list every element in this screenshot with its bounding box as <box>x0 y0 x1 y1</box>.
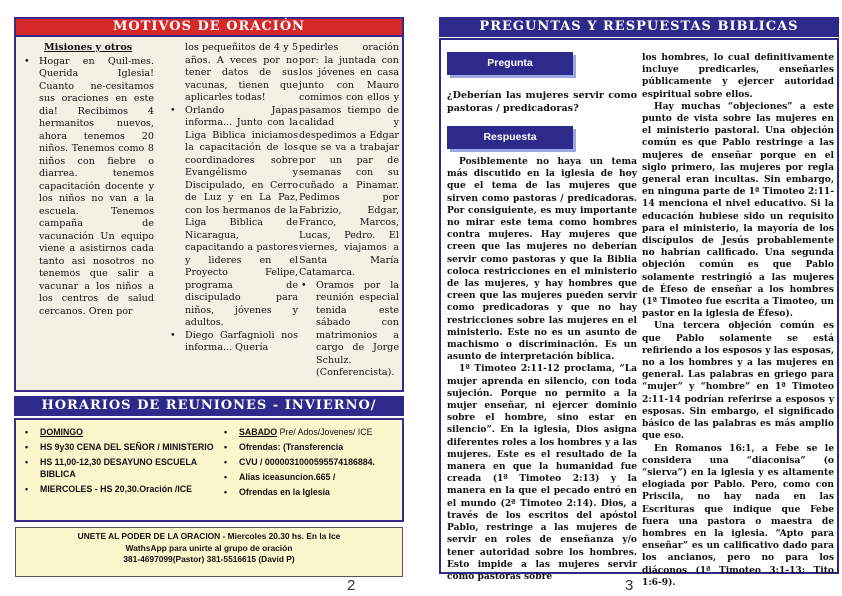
motivos-title: MOTIVOS DE ORACIÓN <box>14 17 404 37</box>
horarios-box <box>14 418 404 522</box>
respuesta-label: Respuesta <box>447 126 573 149</box>
prayer-item-reunion: • Oramos por la reunión especial tenida este sábado con matrimonios a cargo de Jorge Schulz. (Conferencista). <box>299 280 399 380</box>
prayer-item-continued-2: pedirles oración por: la juntada con los jóvenes en casa junto con Mauro comimos con ellos y pasamos tiempo de calidad y despedimos a Edgar que se va a trabajar por un par de semanas con su cuñado a Pinamar. Pedimos por Fabrizio, Edgar, Franco, Marcos, Lucas, Pedro. El viernes, viajamos a Santa María Catamarca. <box>299 42 399 278</box>
respuesta-paragraph: Posiblemente no haya un tema más discutido en la iglesia de hoy que el tema de las mujeres que sirven como pastoras / predicadoras. Por consiguiente, es muy importante no mirar este tema como hombres contra mujeres. Hay mujeres que creen que las mujeres no deberían servir como pastoras y que la Biblia coloca restricciones en el ministerio de las mujeres, y hay hombres que creen que las mujeres pueden servir como predicadoras y que no hay restricciones sobre las mujeres en el ministerio. Este no es un asunto de machismo o discriminación. Es un asunto de interpretación bíblica. <box>447 156 637 363</box>
page-number-3: 3 <box>625 577 634 594</box>
horarios-column-1 <box>22 426 218 498</box>
respuesta-paragraph: Una tercera objeción común es que Pablo solamente se está refiriendo a los esposos y las esposas, no a los hombres y a las mujeres en general. Las palabras en griego para “mujer” y “hombre” en 1ª Timoteo 2:11-14 podrían referirse a esposos y esposas. Sin embargo, el significado básico de las palabras es más amplio que eso. <box>642 320 834 442</box>
alias-item: • Alias iceasuncion.665 / <box>221 471 403 483</box>
motivos-column-3 <box>299 42 399 380</box>
domingo-label: DOMINGO <box>40 427 84 437</box>
qa-box <box>439 38 839 588</box>
respuesta-column-right <box>642 52 834 589</box>
preguntas-title: PREGUNTAS Y RESPUESTAS BIBLICAS <box>439 17 839 37</box>
pregunta-label: Pregunta <box>447 52 573 75</box>
respuesta-column-left <box>447 156 637 583</box>
ofrenda-item: • Ofrendas: (Transferencia <box>221 441 403 453</box>
horarios-title: HORARIOS DE REUNIONES - INVIERNO/ <box>14 396 404 416</box>
unete-line: 381-4697099(Pastor) 381-5516615 (David P) <box>123 554 295 564</box>
prayer-item-orlando: • Orlando Japas informa... Junto con la Liga Biblica iniciamos la capacitación de los coordinadores sobre Evangélismo y Discipulado, en Cerro de Luz y en La Paz, con los hermanos de la Liga Biblica de Nicaragua, capacitando a pastores y lideres en el Proyecto Felipe, programa de discipulado para niños, jóvenes y adultos. <box>168 105 298 330</box>
ofrenda-iglesia-item: • Ofrendas en la Iglesia <box>221 486 403 498</box>
misiones-heading: Misiones y otros <box>44 42 133 53</box>
prayer-item-hogar: • Hogar en Quil-mes. Querida Iglesia! Cuanto ne-cesitamos sus oraciones en este dia! Recibimos 4 hermanitos nuevos, ahora tenemos 20 niños. Tenemos como 8 niños con fiebre o diarrea. tenemos capacitación docente y los niños no van a la escuela. Tenemos campaña de vacunación Un equipo viene a asistirnos cada tanto asi nosotros no tenemos que salir a vacunar a los niños a los centros de salud cercanos. Oren por <box>22 56 154 319</box>
horario-item: • HS 11,00-12,30 DESAYUNO ESCUELA BIBLICA <box>22 456 218 480</box>
respuesta-paragraph: los hombres, lo cual definitivamente incluye predicarles, enseñarles públicamente y ejercer autoridad espiritual sobre ellos. <box>642 52 834 100</box>
respuesta-paragraph: 1ª Timoteo 2:11-12 proclama, “La mujer aprenda en silencio, con toda sujeción. Porque no permito a la mujer enseñar, ni ejercer dominio sobre el hombre, sino estar en silencio”. En la iglesia, Dios asigna diferentes roles a los hombres y a las mujeres. Este es el resultado de la manera en que la humanidad fue creada (1ª Timoteo 2:13) y la manera en la que el pecado entró en el mundo (2ª Timoteo 2:14). Dios, a través de los escritos del apóstol Pablo, restringe a las mujeres de servir en roles de enseñanza y/o tener autoridad sobre los hombres. Esto impide a las mujeres servir como pastoras sobre <box>447 363 637 582</box>
respuesta-paragraph: Hay muchas “objeciones” a este punto de vista sobre las mujeres en el ministerio pastoral. Una objeción común es que Pablo restringe a las mujeres de enseñar porque en el siglo primero, las mujeres por regla general eran incultas. Sin embargo, en ninguna parte de 1ª Timoteo 2:11-14 menciona el nivel educativo. Si la educación hubiese sido un requisito para el ministerio, la mayoría de los discípulos de Jesús probablemente no habrían calificado. Una segunda objeción común es que Pablo solamente restringió a las mujeres de Éfeso de enseñar a los hombres (1ª Timoteo fue escrita a Timoteo, un pastor en la iglesia de Éfeso). <box>642 100 834 320</box>
unete-box <box>15 527 403 577</box>
sabado-detail: Pre/ Ados/Jovenes/ ICE <box>277 427 373 437</box>
page-number-2: 2 <box>347 577 356 594</box>
unete-line: WathsApp para unirte al grupo de oración <box>125 542 293 553</box>
sabado-label: SABADO <box>239 427 278 437</box>
horario-sabado <box>221 426 403 438</box>
prayer-item-diego: • Diego Garfagnioli nos informa... Quería <box>168 330 298 355</box>
motivos-column-2 <box>168 42 298 355</box>
motivos-column-1 <box>22 42 154 318</box>
horario-item: • HS 9y30 CENA DEL SEÑOR / MINISTERIO <box>22 441 218 453</box>
cvu-item: • CVU / 0000031000595574186884. <box>221 456 403 468</box>
prayer-item-continued: los pequeñitos de 4 y 5 años. A veces por no tener datos de sus vacunas, tienen que aplicarles todas! <box>185 42 298 103</box>
horario-domingo <box>22 426 218 438</box>
motivos-box <box>14 37 404 392</box>
pregunta-text: ¿Deberían las mujeres servir como pastoras / predicadoras? <box>447 90 637 114</box>
horario-item: • MIERCOLES - HS 20,30.Oración /ICE <box>22 483 218 495</box>
respuesta-paragraph: En Romanos 16:1, a Febe se le considera una “diaconisa” (o “sierva”) en la iglesia y es altamente elogiada por Pablo. Pero, como con Priscila, no hay nada en las Escrituras que indique que Febe fuera una pastora o maestra de hombres en la iglesia. “Apto para enseñar” es un calificativo dado para los ancianos, pero no para los diáconos (1ª Timoteo 3:1-13; Tito 1:6-9). <box>642 442 834 588</box>
horarios-column-2 <box>221 426 403 501</box>
unete-line: UNETE AL PODER DE LA ORACION - Miercoles 20.30 hs. En la Ice <box>77 531 341 541</box>
